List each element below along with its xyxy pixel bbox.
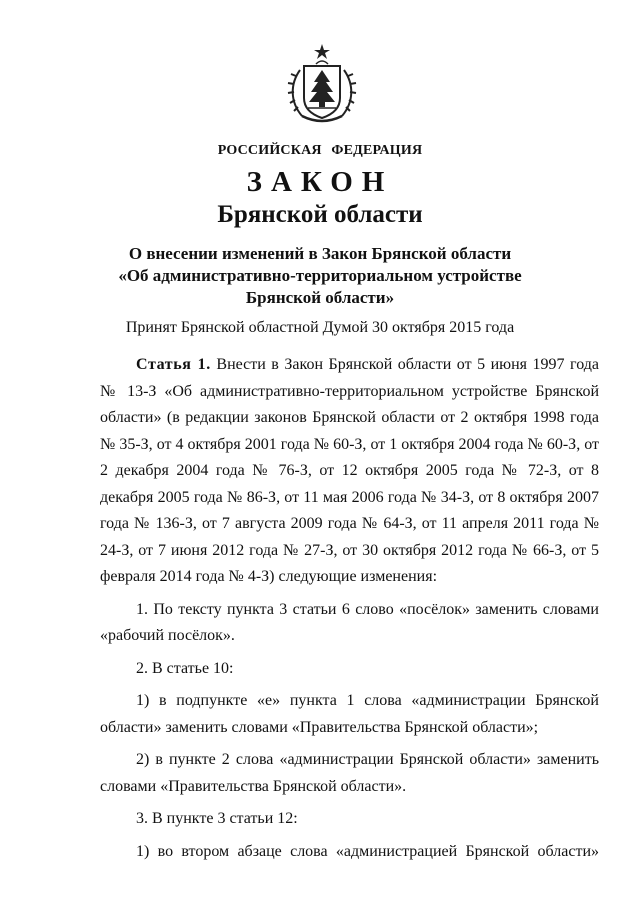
law-subject <box>70 243 570 309</box>
article-1-label: Статья 1. <box>136 356 211 373</box>
law-subject-line: О внесении изменений в Закон Брянской области <box>128 244 512 263</box>
amendment-item-1: 1. По тексту пункта 3 статьи 6 слово «посёлок» заменить словами «рабочий посёлок». <box>100 600 599 644</box>
law-body <box>100 352 599 865</box>
article-1-text: Внести в Закон Брянской области от 5 июня 1997 года № 13-З «Об административно-территориальном устройстве Брянской области» (в редакции законов Брянской области от 2 октября 1998 года № 35-З, от 4 октября 2001 года № 60-З, от 1 октября 2004 года № 60-З, от 2 декабря 2004 года № 76-З, от 12 октября 2005 года № 72-З, от 8 декабря 2005 года № 86-З, от 11 мая 2006 года № 34-З, от 8 октября 2007 года № 136-З, от 7 августа 2009 года № 64-З, от 11 апреля 2011 года № 24-З, от 7 июня 2012 года № 27-З, от 30 октября 2012 года № 66-З, от 5 февраля 2014 года № 4-З) следующие изменения: <box>100 356 600 585</box>
region-name: Брянской области <box>217 201 423 228</box>
amendment-item-2: 2. В статье 10: <box>136 659 234 677</box>
amendment-subitem-2-1: 1) в подпункте «е» пункта 1 слова «администрации Брянской области» заменить словами «Правительства Брянской области»; <box>100 692 599 736</box>
amendment-subitem-2-2: 2) в пункте 2 слова «администрации Брянской области» заменить словами «Правительства Брянской области». <box>100 751 599 795</box>
article-1-paragraph <box>100 352 599 591</box>
law-subject-line: Брянской области» <box>245 288 395 307</box>
law-title: ЗАКОН <box>246 166 394 198</box>
bryansk-coat-of-arms-icon <box>286 40 358 126</box>
country-name: РОССИЙСКАЯ ФЕДЕРАЦИЯ <box>217 143 423 158</box>
law-subject-line: «Об административно-территориальном устройстве <box>118 266 522 285</box>
amendment-item-3: 3. В пункте 3 статьи 12: <box>136 810 298 827</box>
amendment-subitem-3-1: 1) во втором абзаце слова «администрацией Брянской области» <box>136 842 599 860</box>
adoption-note: Принят Брянской областной Думой 30 октября 2015 года <box>125 319 515 336</box>
